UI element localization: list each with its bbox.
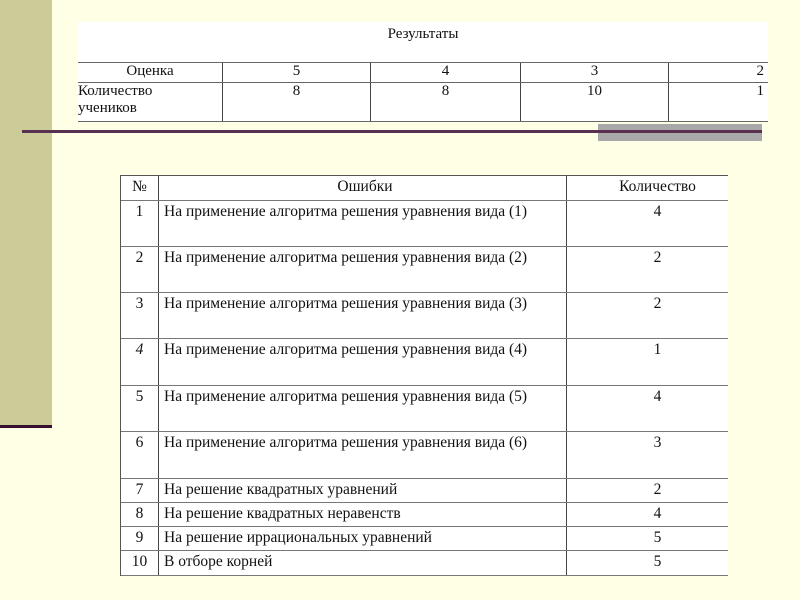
table-row bbox=[121, 503, 728, 527]
grade-cell: 4 bbox=[370, 63, 520, 83]
table-row bbox=[121, 339, 728, 386]
table-row bbox=[121, 551, 728, 576]
header-num: № bbox=[121, 176, 159, 200]
row-num: 8 bbox=[121, 503, 159, 526]
row-count: 4 bbox=[653, 203, 662, 220]
table-row bbox=[121, 479, 728, 503]
count-label: Количество учеников bbox=[78, 83, 153, 116]
table-row bbox=[121, 293, 728, 339]
count-cell: 10 bbox=[520, 83, 668, 121]
count-cell: 1 bbox=[668, 83, 768, 121]
row-num: 2 bbox=[121, 247, 159, 292]
row-error-text: На применение алгоритма решения уравнения вида (3) bbox=[159, 293, 567, 338]
row-count: 2 bbox=[653, 295, 662, 312]
count-cell: 8 bbox=[370, 83, 520, 121]
row-count: 5 bbox=[653, 553, 662, 570]
row-count: 2 bbox=[653, 481, 662, 498]
row-error-text: В отборе корней bbox=[159, 551, 567, 575]
grade-cell: 5 bbox=[222, 63, 370, 83]
row-num: 3 bbox=[121, 293, 159, 338]
left-decor-band bbox=[0, 0, 52, 425]
grade-row bbox=[78, 62, 768, 83]
row-count: 5 bbox=[653, 529, 662, 546]
row-error-text: На решение иррациональных уравнений bbox=[159, 527, 567, 550]
errors-header-row bbox=[121, 176, 728, 201]
row-error-text: На применение алгоритма решения уравнения вида (2) bbox=[159, 247, 567, 292]
row-count: 2 bbox=[653, 249, 662, 266]
row-num: 6 bbox=[121, 432, 159, 478]
row-num: 4 bbox=[121, 339, 159, 385]
row-num: 9 bbox=[121, 527, 159, 550]
table-row bbox=[121, 386, 728, 432]
row-count: 1 bbox=[653, 341, 662, 358]
row-count: 4 bbox=[653, 505, 662, 522]
row-count: 3 bbox=[653, 434, 662, 451]
count-cell: 8 bbox=[222, 83, 370, 121]
errors-table bbox=[120, 175, 728, 576]
row-error-text: На применение алгоритма решения уравнения вида (4) bbox=[159, 339, 567, 385]
table-row bbox=[121, 432, 728, 479]
row-error-text: На решение квадратных неравенств bbox=[159, 503, 567, 526]
row-count: 4 bbox=[653, 388, 662, 405]
table-row bbox=[121, 201, 728, 247]
header-count: Количество bbox=[619, 178, 696, 195]
left-decor-line bbox=[0, 425, 52, 428]
row-error-text: На применение алгоритма решения уравнения вида (1) bbox=[159, 201, 567, 246]
row-error-text: На применение алгоритма решения уравнения вида (5) bbox=[159, 386, 567, 431]
row-error-text: На решение квадратных уравнений bbox=[159, 479, 567, 502]
row-num: 10 bbox=[121, 551, 159, 575]
row-num: 5 bbox=[121, 386, 159, 431]
table-row bbox=[121, 527, 728, 551]
header-errors: Ошибки bbox=[159, 176, 567, 200]
row-error-text: На применение алгоритма решения уравнения вида (6) bbox=[159, 432, 567, 478]
count-row bbox=[78, 82, 768, 122]
grade-cell: 3 bbox=[520, 63, 668, 83]
results-table bbox=[78, 22, 768, 122]
row-num: 7 bbox=[121, 479, 159, 502]
grade-label: Оценка bbox=[126, 63, 174, 79]
results-title: Результаты bbox=[387, 26, 459, 42]
table-row bbox=[121, 247, 728, 293]
grade-cell: 2 bbox=[668, 63, 768, 83]
row-num: 1 bbox=[121, 201, 159, 246]
decor-divider-line-overlay bbox=[598, 130, 762, 133]
